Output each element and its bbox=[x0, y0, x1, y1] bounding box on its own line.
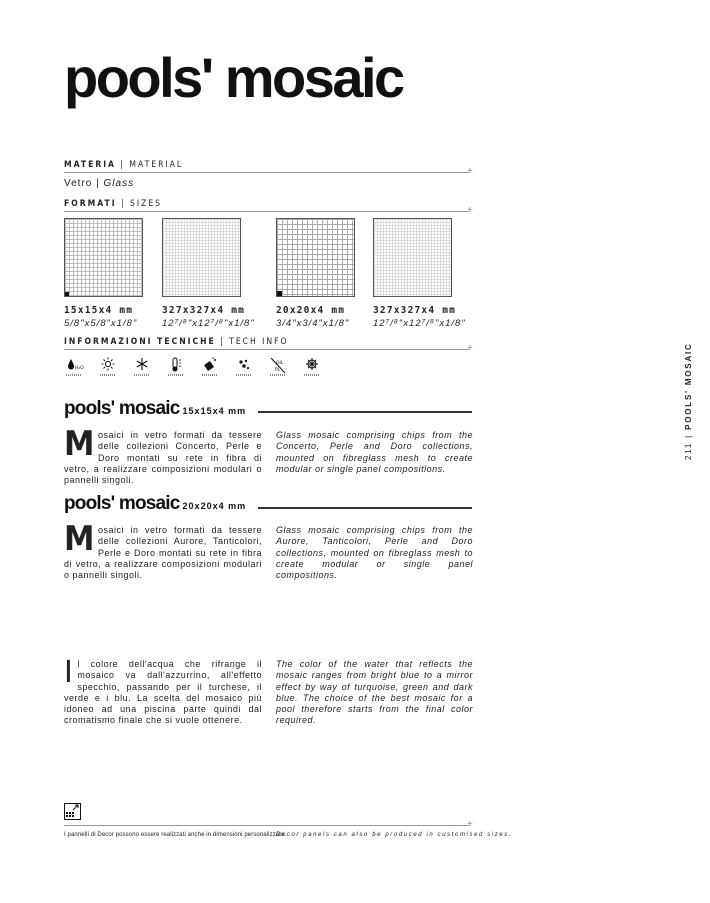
section-body-it: osaici in vetro formati da tessere delle collezioni Concerto, Perle e Doro montati su rete in fibra di vetro, a realizzare composizioni modulari o pannelli singoli. bbox=[64, 430, 262, 486]
section-divider bbox=[258, 411, 472, 413]
size-mm: 327x327x4 mm bbox=[373, 305, 457, 316]
plus-mark: + bbox=[467, 343, 473, 354]
plus-mark: + bbox=[467, 205, 473, 216]
custom-size-icon bbox=[64, 803, 81, 820]
plus-mark: + bbox=[467, 166, 473, 177]
drop-cap: I bbox=[64, 655, 74, 690]
footer-note-en: Decor panels can also be produced in customised sizes. bbox=[276, 832, 513, 838]
section-title bbox=[64, 493, 246, 515]
panel-tile-327 bbox=[373, 218, 452, 297]
water-text-it bbox=[64, 655, 262, 727]
pl-text: PL bbox=[275, 368, 281, 373]
section-title-text: pools' mosaic bbox=[64, 493, 180, 514]
section-text-en: Glass mosaic comprising chips from the Concerto, Perle and Doro collections, mounted on fibreglass mesh to create modular or single panel compositions. bbox=[276, 430, 473, 474]
tech-label: INFORMAZIONI TECNICHE | TECH INFO bbox=[64, 337, 289, 347]
section-text-it bbox=[64, 424, 262, 486]
size-mm: 15x15x4 mm bbox=[64, 305, 134, 316]
section-divider bbox=[258, 507, 472, 509]
stain-resistance-icon bbox=[234, 356, 254, 378]
material-value: Vetro | Glass bbox=[64, 178, 135, 189]
size-inch: 12⁷/⁸"x12⁷/⁸"x1/8" bbox=[162, 318, 255, 329]
chip-sample-icon bbox=[65, 292, 69, 296]
thermal-shock-icon bbox=[166, 356, 186, 378]
mosaic-tile-20x20 bbox=[276, 218, 355, 297]
chip-sample-icon bbox=[277, 291, 282, 296]
page-number: 211 bbox=[684, 441, 693, 460]
footer-note-it: I pannelli di Decor possono essere realizzati anche in dimensioni personalizzate. bbox=[64, 832, 287, 838]
water-body-it: l colore dell'acqua che rifrange il mosaico va dall'azzurrino, all'effetto specchio, passando per il turchese, il verde e i blu. La scelta del mosaico più idoneo ad una piscina parte quindi dal cromatismo finale che si vuole ottenere. bbox=[64, 659, 262, 726]
no-oil-icon bbox=[268, 356, 288, 378]
formats-label-it: FORMATI bbox=[64, 199, 117, 209]
formats-label: FORMATI | SIZES bbox=[64, 199, 163, 209]
tech-divider bbox=[64, 349, 469, 350]
size-mm: 20x20x4 mm bbox=[276, 305, 346, 316]
size-inch: 3/4"x3/4"x1/8" bbox=[276, 318, 350, 329]
chemical-resistance-icon bbox=[200, 356, 220, 378]
section-text-it bbox=[64, 519, 262, 581]
material-divider bbox=[64, 172, 469, 173]
oil-text: OIL bbox=[276, 361, 284, 366]
side-title: POOLS' MOSAIC bbox=[684, 342, 693, 430]
section-size: 20x20x4 mm bbox=[182, 501, 247, 511]
section-title-text: pools' mosaic bbox=[64, 398, 180, 419]
page-title: pools' mosaic bbox=[64, 46, 403, 109]
section-size: 15x15x4 mm bbox=[182, 406, 247, 416]
size-inch: 12⁷/⁸"x12⁷/⁸"x1/8" bbox=[373, 318, 466, 329]
frost-resistance-icon bbox=[132, 356, 152, 378]
size-inch: 5/8"x5/8"x1/8" bbox=[64, 318, 138, 329]
section-body-it: osaici in vetro formati da tessere delle collezioni Aurore, Tanticolori, Perle e Doro montati su rete in fibra di vetro, a realizzare composizioni modulari o pannelli singoli. bbox=[64, 525, 262, 581]
material-label: MATERIA | MATERIAL bbox=[64, 160, 184, 170]
tech-label-en: TECH INFO bbox=[229, 337, 289, 347]
material-label-en: MATERIAL bbox=[129, 160, 184, 170]
plus-mark: + bbox=[467, 819, 473, 830]
water-absorption-icon bbox=[64, 356, 84, 378]
h2o-text: H₂O bbox=[75, 366, 84, 371]
tech-label-it: INFORMAZIONI TECNICHE bbox=[64, 337, 216, 347]
light-resistance-icon bbox=[98, 356, 118, 378]
side-running-head: 211 | POOLS' MOSAIC bbox=[684, 342, 693, 460]
water-text-en: The color of the water that reflects the mosaic ranges from bright blue to a mirror effect by way of turquoise, green and dark blue. The choice of the best mosaic for a pool therefore starts from the final color required. bbox=[276, 659, 473, 726]
mosaic-tile-15x15 bbox=[64, 218, 143, 297]
material-label-it: MATERIA bbox=[64, 160, 116, 170]
material-value-en: Glass bbox=[103, 178, 135, 189]
size-mm: 327x327x4 mm bbox=[162, 305, 246, 316]
sterilization-icon bbox=[302, 356, 322, 378]
formats-divider bbox=[64, 211, 469, 212]
section-title bbox=[64, 398, 246, 420]
material-value-it: Vetro bbox=[64, 178, 93, 189]
drop-cap: M bbox=[64, 424, 95, 464]
panel-tile-327 bbox=[162, 218, 241, 297]
drop-cap: M bbox=[64, 519, 95, 559]
formats-label-en: SIZES bbox=[129, 199, 163, 209]
footer-divider bbox=[64, 825, 469, 826]
section-text-en: Glass mosaic comprising chips from the Aurore, Tanticolori, Perle and Doro collections, mounted on fibreglass mesh to create modular or single panel compositions. bbox=[276, 525, 473, 581]
tech-icons bbox=[64, 356, 322, 378]
